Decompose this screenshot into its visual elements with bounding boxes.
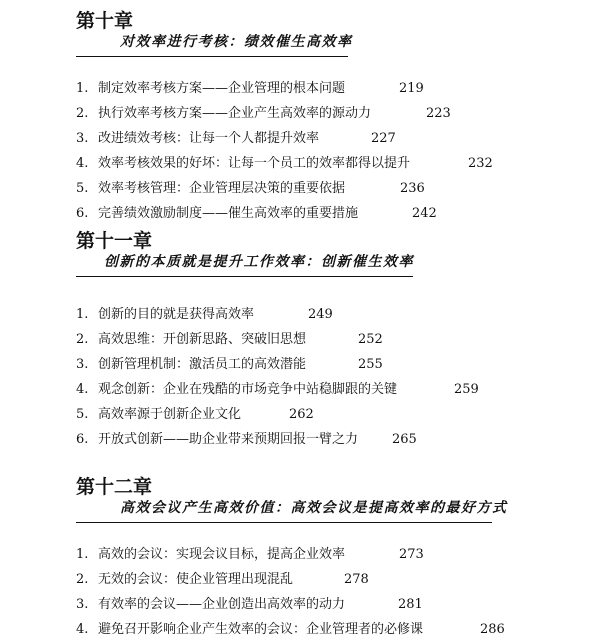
chapter-rule: [76, 56, 348, 57]
toc-entry[interactable]: [76, 427, 417, 452]
entry-number: 3.: [76, 131, 89, 146]
entry-page: 219: [399, 81, 424, 96]
entry-title: 完善绩效激励制度——催生高效率的重要措施: [98, 206, 359, 221]
entry-page: 249: [308, 307, 333, 322]
toc-entry[interactable]: [76, 101, 451, 126]
chapter-rule: [76, 276, 413, 277]
entry-title: 创新的目的就是获得高效率: [98, 307, 255, 322]
chapter-subtitle: 对效率进行考核：绩效催生高效率: [120, 34, 353, 50]
entry-number: 2.: [76, 106, 89, 121]
entry-page: 255: [358, 357, 383, 372]
entry-title: 效率考核效果的好坏：让每一个员工的效率都得以提升: [98, 156, 411, 171]
entry-number: 4.: [76, 622, 89, 637]
entry-page: 265: [392, 432, 417, 447]
entry-title: 高效思维：开创新思路、突破旧思想: [98, 332, 307, 347]
entry-title: 观念创新：企业在残酷的市场竞争中站稳脚跟的关键: [98, 382, 398, 397]
entry-number: 4.: [76, 156, 89, 171]
entry-number: 3.: [76, 597, 89, 612]
entry-title: 改进绩效考核：让每一个人都提升效率: [98, 131, 320, 146]
entry-number: 3.: [76, 357, 89, 372]
entry-title: 高效的会议：实现会议目标，提高企业效率: [98, 547, 346, 562]
chapter-heading: 第十章: [76, 10, 134, 32]
entry-page: 227: [371, 131, 396, 146]
entry-title: 避免召开影响企业产生效率的会议：企业管理者的必修课: [98, 622, 424, 637]
entry-number: 5.: [76, 407, 89, 422]
entry-page: 252: [358, 332, 383, 347]
toc-entry[interactable]: [76, 302, 397, 327]
chapter-entries: [76, 76, 493, 226]
entry-title: 执行效率考核方案——企业产生高效率的源动力: [98, 106, 372, 121]
entry-page: 236: [400, 181, 425, 196]
entry-number: 1.: [76, 307, 89, 322]
entry-title: 创新管理机制：激活员工的高效潜能: [98, 357, 307, 372]
chapter-subtitle: 高效会议产生高效价值：高效会议是提高效率的最好方式: [120, 500, 508, 516]
entry-page: 281: [398, 597, 423, 612]
toc-entry[interactable]: [76, 327, 397, 352]
entry-page: 232: [468, 156, 493, 171]
toc-entry[interactable]: [76, 201, 437, 226]
chapter-subtitle: 创新的本质就是提升工作效率：创新催生效率: [104, 254, 414, 270]
entry-number: 5.: [76, 181, 89, 196]
entry-number: 1.: [76, 547, 89, 562]
entry-page: 286: [480, 622, 505, 637]
toc-entry[interactable]: [76, 76, 424, 101]
entry-title: 开放式创新——助企业带来预期回报一臂之力: [98, 432, 359, 447]
toc-entry[interactable]: [76, 567, 423, 592]
entry-page: 259: [454, 382, 479, 397]
toc-entry[interactable]: [76, 592, 423, 617]
entry-page: 273: [399, 547, 424, 562]
toc-entry[interactable]: [76, 151, 493, 176]
entry-title: 有效率的会议——企业创造出高效率的动力: [98, 597, 346, 612]
entry-page: 223: [426, 106, 451, 121]
entry-number: 2.: [76, 572, 89, 587]
toc-entry[interactable]: [76, 352, 397, 377]
entry-title: 效率考核管理：企业管理层决策的重要依据: [98, 181, 346, 196]
toc-entry[interactable]: [76, 542, 423, 567]
entry-number: 4.: [76, 382, 89, 397]
toc-entry[interactable]: [76, 176, 425, 201]
chapter-entries: [76, 542, 505, 642]
entry-number: 2.: [76, 332, 89, 347]
toc-entry[interactable]: [76, 402, 397, 427]
entry-page: 262: [289, 407, 314, 422]
entry-title: 制定效率考核方案——企业管理的根本问题: [98, 81, 346, 96]
toc-entry[interactable]: [76, 377, 479, 402]
chapter-heading: 第十一章: [76, 230, 153, 252]
entry-number: 6.: [76, 432, 89, 447]
entry-number: 6.: [76, 206, 89, 221]
toc-entry[interactable]: [76, 617, 505, 642]
chapter-rule: [76, 522, 492, 523]
toc-entry[interactable]: [76, 126, 410, 151]
chapter-entries: [76, 302, 479, 452]
entry-page: 242: [412, 206, 437, 221]
chapter-heading: 第十二章: [76, 476, 153, 498]
entry-title: 无效的会议：使企业管理出现混乱: [98, 572, 294, 587]
entry-title: 高效率源于创新企业文化: [98, 407, 242, 422]
entry-page: 278: [344, 572, 369, 587]
entry-number: 1.: [76, 81, 89, 96]
